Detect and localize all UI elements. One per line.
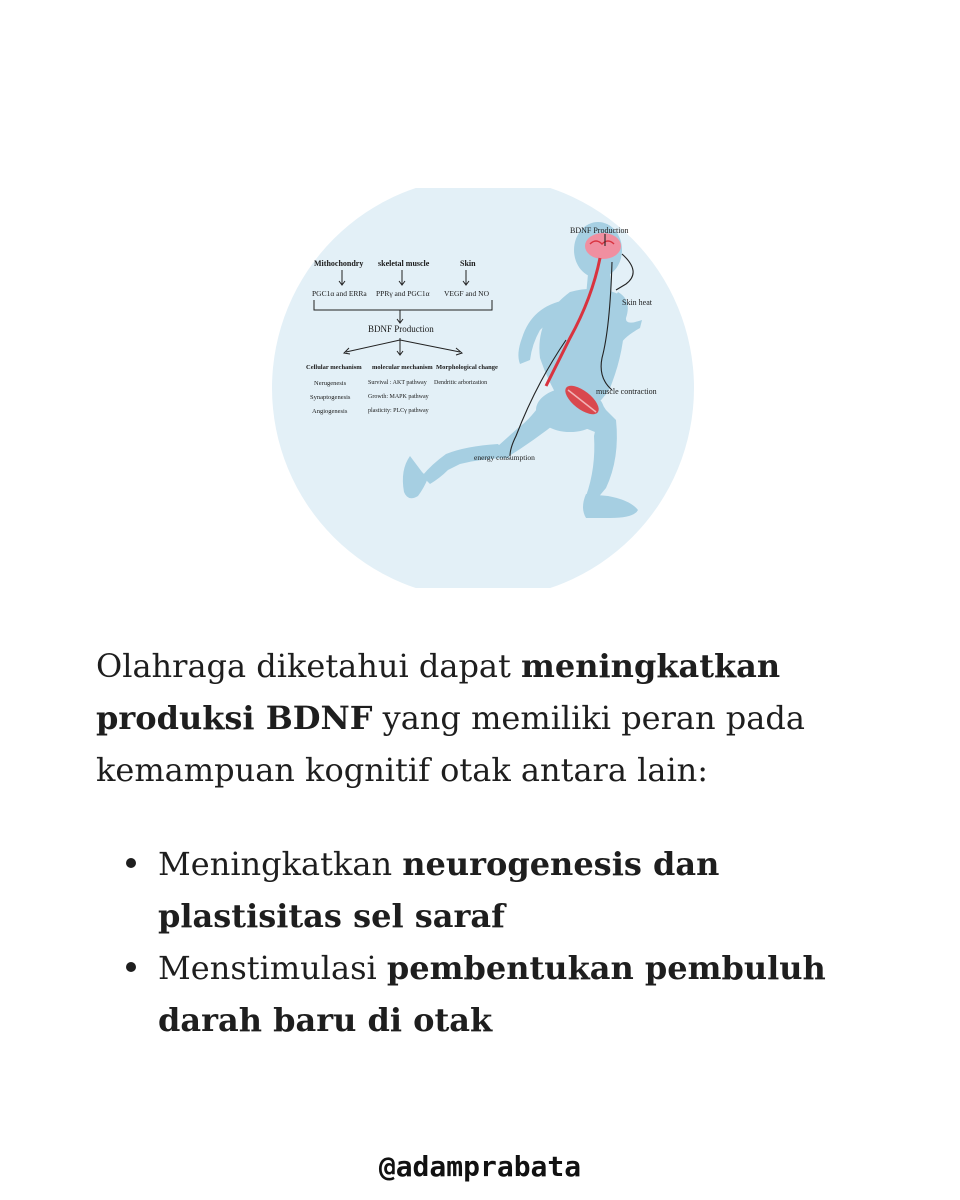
author-handle: @adamprabata xyxy=(378,1150,582,1183)
list-item xyxy=(96,838,876,942)
list-item xyxy=(96,942,876,1046)
bdnf-diagram xyxy=(270,188,696,588)
morph-item: Dendritic arborization xyxy=(434,380,488,386)
bullet-dot-icon xyxy=(126,858,136,868)
mol-item: Growth: MAPK pathway xyxy=(368,394,429,400)
col-header-molecular: molecular mechanism xyxy=(372,364,433,371)
list-item-plain: Meningkatkan xyxy=(158,845,403,883)
source-mitochondry: Mithochondry xyxy=(314,259,364,268)
sub-skeletal-muscle: PPRγ and PGC1α xyxy=(376,289,430,298)
label-skin-heat: Skin heat xyxy=(622,298,652,307)
source-skin: Skin xyxy=(460,259,476,268)
list-item-bold: pembentukan pembuluh darah baru di otak xyxy=(158,949,826,1039)
intro-paragraph xyxy=(96,640,876,796)
center-bdnf-production: BDNF Production xyxy=(368,324,434,334)
cell-item: Synaptogenesis xyxy=(310,394,351,401)
intro-text-2: yang memiliki peran pada kemampuan kognitif otak antara lain: xyxy=(96,699,805,789)
mol-item: Survival : AKT pathway xyxy=(368,380,427,386)
list-item-bold: neurogenesis dan plastisitas sel saraf xyxy=(158,845,720,935)
sub-mitochondry: PGC1α and ERRa xyxy=(312,289,367,298)
label-muscle-contraction: muscle contraction xyxy=(596,387,657,396)
cell-item: Angiogenesis xyxy=(312,408,348,415)
bullet-dot-icon xyxy=(126,962,136,972)
col-header-morphological: Morphological change xyxy=(436,364,498,371)
mol-item: plasticity: PLCγ pathway xyxy=(368,408,429,414)
label-energy-consumption: energy consumption xyxy=(474,453,535,462)
col-header-cellular: Cellular mechanism xyxy=(306,364,362,371)
intro-bold: meningkatkan produksi BDNF xyxy=(96,647,781,737)
list-item-plain: Menstimulasi xyxy=(158,949,387,987)
label-bdnf-production-top: BDNF Production xyxy=(570,226,629,235)
intro-text-1: Olahraga diketahui dapat xyxy=(96,647,522,685)
source-skeletal-muscle: skeletal muscle xyxy=(378,259,430,268)
cell-item: Nerugenesis xyxy=(314,380,347,387)
sub-skin: VEGF and NO xyxy=(444,289,489,298)
benefit-list xyxy=(96,838,876,1046)
brain-icon xyxy=(585,233,621,259)
